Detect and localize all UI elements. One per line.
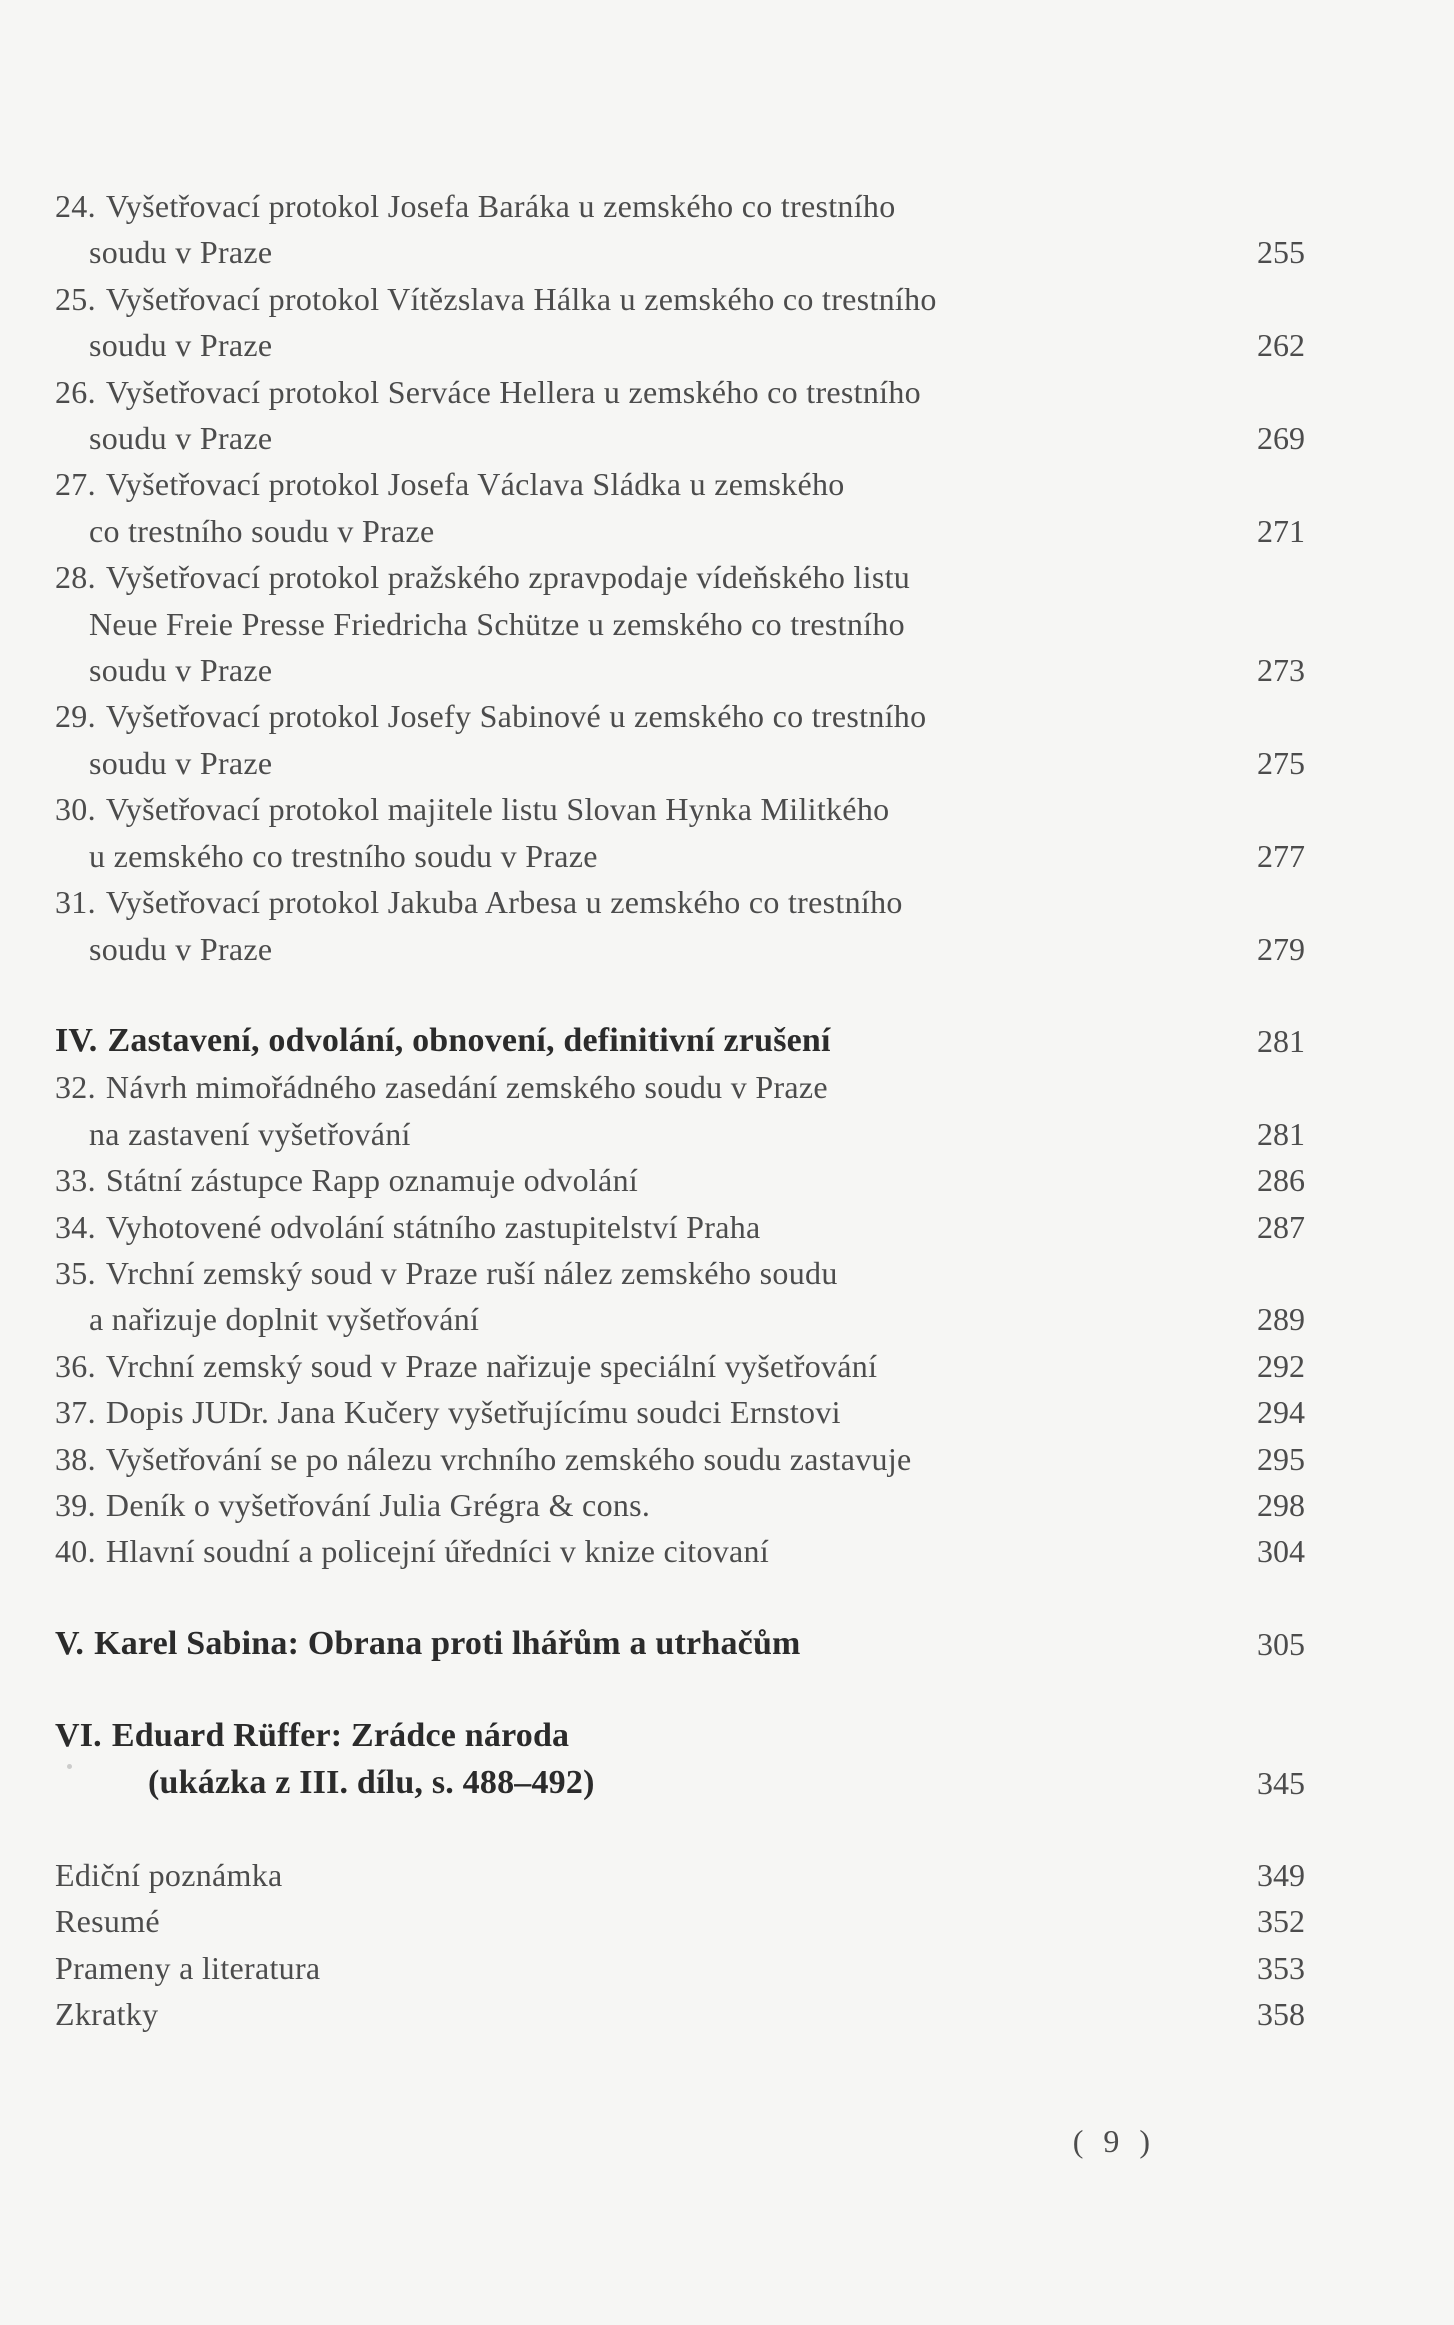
entry-number: 36. (55, 1347, 96, 1384)
entry-text (55, 1528, 1210, 1574)
entry-line-text: soudu v Praze (89, 744, 273, 781)
toc-entry (55, 693, 1305, 786)
entry-line-text: soudu v Praze (89, 652, 273, 689)
entry-line (55, 1991, 1210, 2037)
page-footer-number: ( 9 ) (1072, 2122, 1156, 2159)
entry-line-text: Vyšetřování se po nálezu vrchního zemského soudu zastavuje (105, 1440, 912, 1477)
toc-entry (55, 1482, 1305, 1528)
entry-text (55, 1713, 1210, 1806)
page-number: 273 (1257, 652, 1305, 689)
entry-line-text: Zastavení, odvolání, obnovení, definitivní zrušení (107, 1021, 831, 1059)
entry-line (55, 369, 1210, 415)
entry-line (55, 647, 1210, 693)
entry-text (55, 1250, 1210, 1343)
page-number: 289 (1257, 1301, 1305, 1338)
entry-text (55, 1064, 1210, 1157)
entry-number: 28. (55, 559, 96, 596)
page-number: 304 (1257, 1533, 1305, 1570)
entry-line-text: Dopis JUDr. Jana Kučery vyšetřujícímu soudci Ernstovi (105, 1394, 841, 1431)
page-number: 292 (1257, 1347, 1305, 1384)
entry-line (55, 926, 1210, 972)
page-number: 281 (1257, 1115, 1305, 1152)
entry-text (55, 786, 1210, 879)
entry-text (55, 1436, 1210, 1482)
entry-number: 32. (55, 1069, 96, 1106)
toc-entry (55, 1898, 1305, 1944)
entry-text (55, 554, 1210, 693)
entry-text (55, 879, 1210, 972)
entry-text (55, 276, 1210, 369)
entry-number: 30. (55, 791, 96, 828)
entry-line (55, 740, 1210, 786)
entry-text (55, 1343, 1210, 1389)
toc-heading (55, 1018, 1305, 1064)
toc-entry (55, 183, 1305, 276)
entry-line (55, 1111, 1210, 1157)
entry-line (55, 1898, 1210, 1944)
entry-line-text: co trestního soudu v Praze (89, 512, 435, 549)
entry-line (55, 1018, 1210, 1064)
entry-number: IV. (55, 1021, 98, 1059)
entry-text (55, 1945, 1210, 1991)
entry-line-text: Eduard Rüffer: Zrádce národa (111, 1717, 570, 1755)
entry-line-text: Vyšetřovací protokol Jakuba Arbesa u zemského co trestního (105, 884, 903, 921)
toc-entry (55, 1157, 1305, 1203)
entry-line-text: Vyšetřovací protokol Josefa Baráka u zemského co trestního (105, 188, 896, 224)
toc-entry (55, 1991, 1305, 2037)
page-number: 352 (1257, 1903, 1305, 1940)
entry-line-text: Vyšetřovací protokol Vítězslava Hálka u zemského co trestního (105, 280, 937, 317)
entry-text (55, 1018, 1210, 1064)
entry-number: 26. (55, 373, 96, 410)
entry-text (55, 183, 1210, 276)
page-number: 298 (1257, 1486, 1305, 1523)
entry-line-text: soudu v Praze (89, 420, 273, 457)
entry-line-text: na zastavení vyšetřování (89, 1115, 411, 1152)
entry-text (55, 693, 1210, 786)
toc-entry (55, 1945, 1305, 1991)
entry-number: 31. (55, 884, 96, 921)
entry-line (55, 833, 1210, 879)
entry-number: 25. (55, 280, 96, 317)
toc-entry (55, 879, 1305, 972)
entry-line-text: (ukázka z III. dílu, s. 488–492) (148, 1763, 595, 1801)
entry-line-text: Zkratky (55, 1996, 159, 2033)
entry-line (55, 183, 1210, 229)
page-number: 358 (1257, 1996, 1305, 2033)
entry-line (55, 693, 1210, 739)
entry-line-text: Vyšetřovací protokol Josefy Sabinové u zemského co trestního (105, 698, 927, 735)
toc-heading (55, 1621, 1305, 1667)
entry-number: 40. (55, 1533, 96, 1570)
entry-number: 37. (55, 1394, 96, 1431)
toc-entry (55, 1250, 1305, 1343)
toc-entry (55, 1343, 1305, 1389)
entry-text (55, 1157, 1210, 1203)
entry-text (55, 1482, 1210, 1528)
entry-line-text: Deník o vyšetřování Julia Grégra & cons. (105, 1486, 651, 1523)
entry-line (55, 508, 1210, 554)
entry-line-text: Vyhotovené odvolání státního zastupitelství Praha (105, 1208, 761, 1245)
toc-section (55, 1018, 1305, 1575)
page-number: 275 (1257, 744, 1305, 781)
page-number: 295 (1257, 1440, 1305, 1477)
entry-line (55, 461, 1210, 507)
entry-line-text: Vrchní zemský soud v Praze nařizuje speciální vyšetřování (105, 1347, 878, 1384)
page-number: 281 (1257, 1022, 1305, 1059)
entry-number: 27. (55, 466, 96, 503)
toc-section (55, 1621, 1305, 1667)
entry-line-text: soudu v Praze (89, 930, 273, 967)
entry-line (55, 601, 1210, 647)
entry-line (55, 1204, 1210, 1250)
entry-line (55, 1343, 1210, 1389)
entry-text (55, 1389, 1210, 1435)
toc-entry (55, 1436, 1305, 1482)
toc (55, 183, 1305, 2038)
entry-line-text: a nařizuje doplnit vyšetřování (89, 1301, 480, 1338)
entry-number: 38. (55, 1440, 96, 1477)
page-number: 255 (1257, 234, 1305, 271)
toc-entry (55, 554, 1305, 693)
entry-number: V. (55, 1624, 85, 1662)
entry-line-text: Hlavní soudní a policejní úředníci v knize citovaní (105, 1533, 770, 1570)
entry-line-text: Resumé (55, 1903, 160, 1940)
entry-line (55, 1760, 1210, 1806)
entry-line (55, 1528, 1210, 1574)
entry-number: 39. (55, 1486, 96, 1523)
entry-number: 35. (55, 1254, 96, 1291)
entry-line-text: soudu v Praze (89, 327, 273, 364)
entry-number: VI. (55, 1717, 102, 1755)
entry-line-text: Vyšetřovací protokol Serváce Hellera u zemského co trestního (105, 373, 921, 410)
entry-line (55, 322, 1210, 368)
page-number: 349 (1257, 1857, 1305, 1893)
entry-line (55, 879, 1210, 925)
entry-line (55, 229, 1210, 275)
entry-line (55, 1296, 1210, 1342)
page-number: 269 (1257, 420, 1305, 457)
toc-entry (55, 369, 1305, 462)
entry-line-text: Vyšetřovací protokol pražského zpravpodaje vídeňského listu (105, 559, 911, 596)
entry-line-text: Státní zástupce Rapp oznamuje odvolání (105, 1162, 639, 1199)
entry-line-text: soudu v Praze (89, 234, 273, 271)
toc-section (55, 183, 1305, 972)
entry-text (55, 1852, 1210, 1898)
entry-line-text: Neue Freie Presse Friedricha Schütze u zemského co trestního (89, 605, 905, 642)
entry-line-text: Vyšetřovací protokol Josefa Václava Sládka u zemského (105, 466, 845, 503)
entry-number: 34. (55, 1208, 96, 1245)
entry-line-text: Prameny a literatura (55, 1949, 321, 1986)
page-number: 286 (1257, 1162, 1305, 1199)
entry-line-text: u zemského co trestního soudu v Praze (89, 837, 598, 874)
page-number: 287 (1257, 1208, 1305, 1245)
entry-line (55, 1852, 1210, 1898)
page-number: 277 (1257, 837, 1305, 874)
toc-entry (55, 1852, 1305, 1898)
entry-text (55, 1898, 1210, 1944)
entry-line (55, 786, 1210, 832)
scan-speck-artifact (67, 1764, 72, 1769)
toc-entry (55, 1204, 1305, 1250)
toc-heading (55, 1713, 1305, 1806)
entry-text (55, 1621, 1210, 1667)
toc-entry (55, 276, 1305, 369)
entry-line-text: Karel Sabina: Obrana proti lhářům a utrhačům (94, 1624, 801, 1662)
entry-line-text: Návrh mimořádného zasedání zemského soudu v Praze (105, 1069, 828, 1106)
toc-entry (55, 1528, 1305, 1574)
entry-line (55, 1945, 1210, 1991)
entry-line-text: Vrchní zemský soud v Praze ruší nález zemského soudu (105, 1254, 838, 1291)
toc-section (55, 1713, 1305, 1806)
entry-line (55, 1250, 1210, 1296)
entry-line (55, 1713, 1210, 1759)
entry-line (55, 554, 1210, 600)
entry-line (55, 1064, 1210, 1110)
entry-text (55, 369, 1210, 462)
toc-entry (55, 1389, 1305, 1435)
entry-line-text: Ediční poznámka (55, 1857, 283, 1893)
entry-line (55, 276, 1210, 322)
toc-entry (55, 786, 1305, 879)
entry-line (55, 1157, 1210, 1203)
entry-text (55, 1204, 1210, 1250)
page-number: 294 (1257, 1394, 1305, 1431)
page-number: 353 (1257, 1949, 1305, 1986)
page-number: 271 (1257, 512, 1305, 549)
entry-number: 29. (55, 698, 96, 735)
page-number: 305 (1257, 1625, 1305, 1662)
page-number: 279 (1257, 930, 1305, 967)
toc-section (55, 1852, 1305, 2038)
entry-number: 24. (55, 188, 96, 224)
entry-number: 33. (55, 1162, 96, 1199)
toc-entry (55, 461, 1305, 554)
entry-line (55, 1621, 1210, 1667)
entry-line (55, 1389, 1210, 1435)
entry-text (55, 1991, 1210, 2037)
entry-line (55, 1482, 1210, 1528)
entry-line-text: Vyšetřovací protokol majitele listu Slovan Hynka Militkého (105, 791, 890, 828)
page-number: 262 (1257, 327, 1305, 364)
toc-entry (55, 1064, 1305, 1157)
page-number: 345 (1257, 1764, 1305, 1801)
entry-line (55, 1436, 1210, 1482)
entry-text (55, 461, 1210, 554)
entry-line (55, 415, 1210, 461)
